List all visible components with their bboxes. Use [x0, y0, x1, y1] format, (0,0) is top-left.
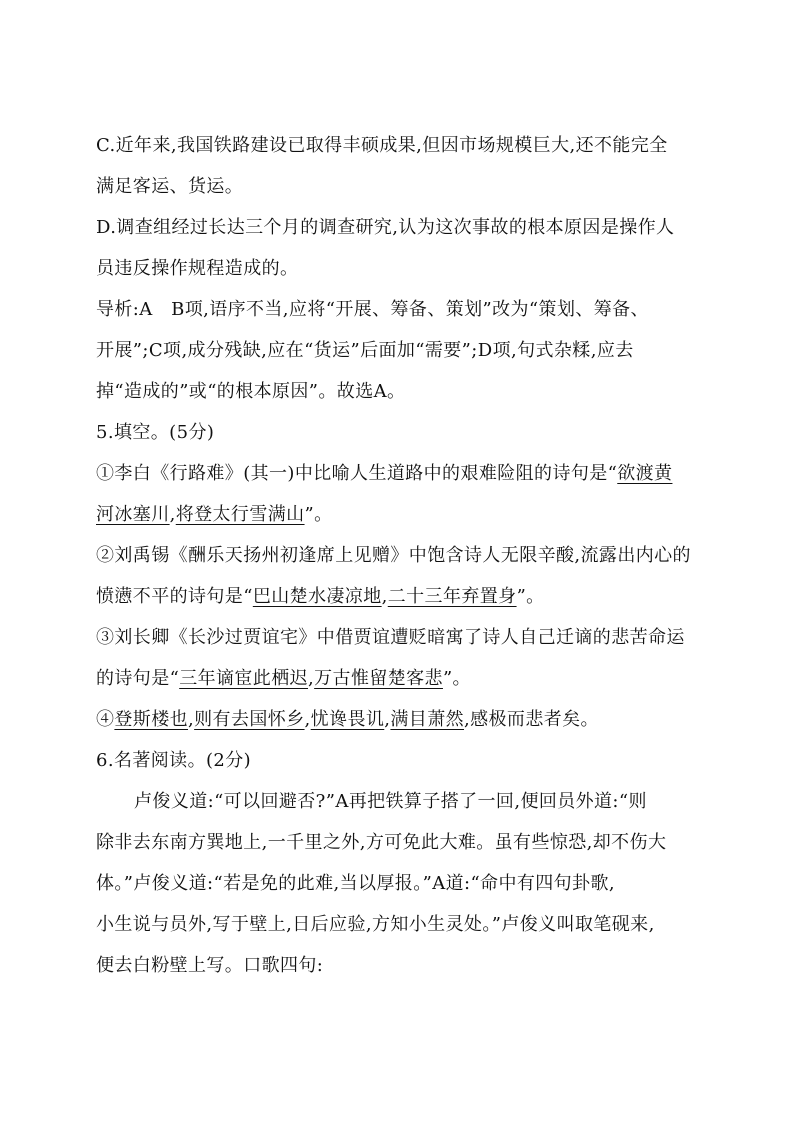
option-d-line-2: 员违反操作规程造成的。	[96, 258, 299, 279]
q6-passage-line-3: 体。”卢俊义道:“若是免的此难,当以厚报。”A道:“命中有四句卦歌,	[96, 873, 615, 894]
answer-blank: 三年谪宦此栖迟	[179, 668, 309, 689]
punctuation: ,	[384, 709, 391, 730]
q5-item-2-line-1: ②刘禹锡《酬乐天扬州初逢席上见赠》中饱含诗人无限辛酸,流露出内心的	[96, 545, 691, 566]
answer-blank: 满目萧然	[390, 709, 465, 730]
option-d-line-1: D.调查组经过长达三个月的调查研究,认为这次事故的根本原因是操作人	[96, 217, 675, 238]
q5-item-4-suffix: ,感极而悲者矣。	[464, 709, 599, 730]
answer-blank: 登斯楼也	[114, 709, 189, 730]
punctuation: ,	[169, 504, 176, 525]
q5-item-3-line-2	[96, 658, 698, 699]
q5-item-4-line	[96, 699, 698, 740]
answer-blank: 将登太行雪满山	[175, 504, 305, 525]
q5-item-1-line-1	[96, 453, 698, 494]
analysis-line-3: 掉“造成的”或“的根本原因”。故选A。	[96, 381, 406, 402]
answer-blank: 巴山楚水凄凉地	[252, 586, 382, 607]
q5-item-1-prefix: ①李白《行路难》(其一)中比喻人生道路中的艰难险阻的诗句是“	[96, 463, 618, 484]
punctuation: ,	[188, 709, 195, 730]
answer-blank: 万古惟留楚客悲	[314, 668, 443, 689]
q5-item-2-line-2	[96, 576, 698, 617]
question-5-title: 5.填空。(5分)	[96, 422, 215, 443]
answer-blank: 忧谗畏讥	[310, 709, 385, 730]
q6-passage-line-5: 便去白粉壁上写。口歌四句:	[96, 955, 324, 976]
punctuation: ,	[304, 709, 311, 730]
q5-item-2-prefix: 愤懑不平的诗句是“	[96, 586, 253, 607]
q6-passage-line-4: 小生说与员外,写于壁上,日后应验,方知小生灵处。”卢俊义叫取笔砚来,	[96, 914, 655, 935]
q6-passage-line-2: 除非去东南方巽地上,一千里之外,方可免此大难。虽有些惊恐,却不伤大	[96, 832, 667, 853]
punctuation: ,	[381, 586, 388, 607]
analysis-line-1: 导析:A B项,语序不当,应将“开展、筹备、策划”改为“策划、筹备、	[96, 299, 649, 320]
q5-item-2-suffix: ”。	[516, 586, 545, 607]
question-6-title: 6.名著阅读。(2分)	[96, 750, 252, 771]
answer-blank: 二十三年弃置身	[387, 586, 517, 607]
answer-blank: 则有去国怀乡	[194, 709, 305, 730]
q5-item-3-line-1: ③刘长卿《长沙过贾谊宅》中借贾谊遭贬暗寓了诗人自己迁谪的悲苦命运	[96, 627, 685, 648]
q5-item-3-suffix: ”。	[442, 668, 471, 689]
q5-item-1-line-2	[96, 494, 698, 535]
q6-passage-line-1: 卢俊义道:“可以回避否?”A再把铁算子搭了一回,便回员外道:“则	[134, 791, 647, 812]
punctuation: ,	[308, 668, 315, 689]
analysis-line-2: 开展”;C项,成分残缺,应在“货运”后面加“需要”;D项,句式杂糅,应去	[96, 340, 634, 361]
option-c-line-2: 满足客运、货运。	[96, 176, 244, 197]
option-c-line-1: C.近年来,我国铁路建设已取得丰硕成果,但因市场规模巨大,还不能完全	[96, 135, 668, 156]
q5-item-4-mark: ④	[96, 709, 115, 730]
answer-blank: 欲渡黄	[617, 463, 673, 484]
answer-blank: 河冰塞川	[96, 504, 170, 525]
q5-item-1-suffix: ”。	[304, 504, 333, 525]
q5-item-3-prefix: 的诗句是“	[96, 668, 180, 689]
